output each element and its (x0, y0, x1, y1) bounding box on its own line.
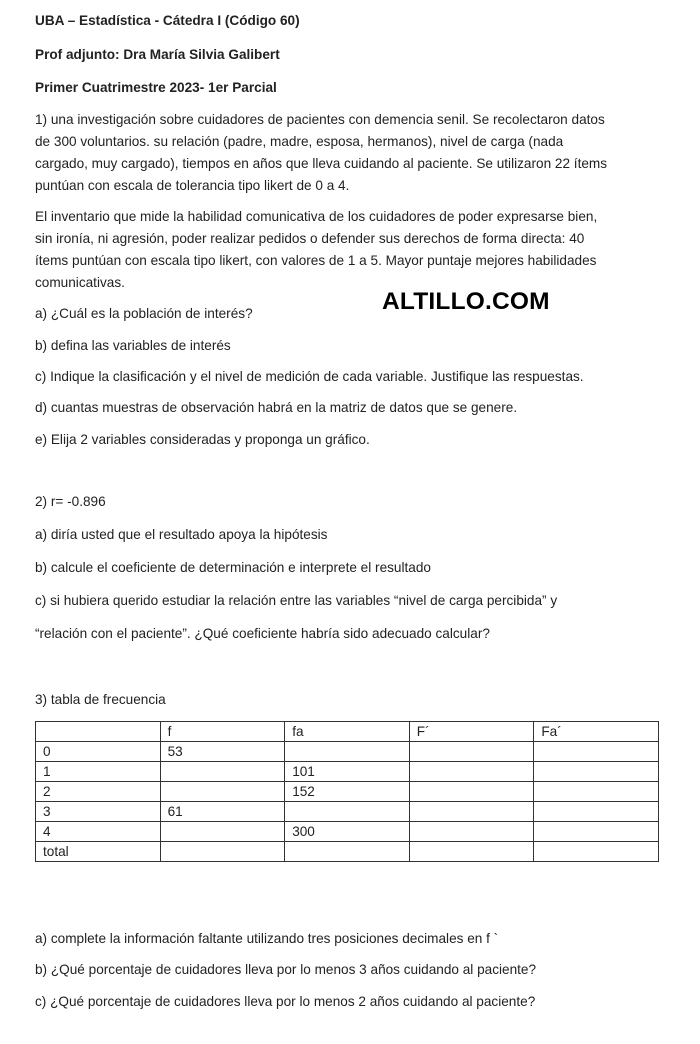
table-cell (534, 742, 659, 762)
q2-item-c-line2: “relación con el paciente”. ¿Qué coeficiente habría sido adecuado calcular? (35, 626, 490, 641)
q3-item-c: c) ¿Qué porcentaje de cuidadores lleva por lo menos 2 años cuidando al paciente? (35, 994, 536, 1009)
table-cell: 2 (36, 782, 161, 802)
table-cell: 101 (285, 762, 410, 782)
frequency-table (35, 721, 659, 862)
table-cell (409, 742, 534, 762)
table-cell (285, 842, 410, 862)
table-cell (409, 762, 534, 782)
header-professor: Prof adjunto: Dra María Silvia Galibert (35, 47, 280, 62)
table-cell (534, 842, 659, 862)
table-cell (160, 822, 285, 842)
q1-item-d: d) cuantas muestras de observación habrá en la matriz de datos que se genere. (35, 400, 518, 415)
q2-item-a: a) diría usted que el resultado apoya la hipótesis (35, 527, 328, 542)
watermark-logo: ALTILLO.COM (382, 288, 550, 315)
table-row (36, 742, 659, 762)
q1-item-b: b) defina las variables de interés (35, 338, 231, 353)
table-cell: 61 (160, 802, 285, 822)
table-row (36, 762, 659, 782)
table-cell: Fa´ (534, 722, 659, 742)
table-cell (160, 842, 285, 862)
table-cell (409, 842, 534, 862)
table-cell (160, 762, 285, 782)
table-cell (160, 782, 285, 802)
table-cell (534, 802, 659, 822)
table-cell: F´ (409, 722, 534, 742)
table-cell: 53 (160, 742, 285, 762)
header-term: Primer Cuatrimestre 2023- 1er Parcial (35, 80, 277, 95)
q1-intro-line: 1) una investigación sobre cuidadores de pacientes con demencia senil. Se recolectaron datos (35, 112, 605, 127)
q3-item-a: a) complete la información faltante utilizando tres posiciones decimales en f ` (35, 931, 499, 946)
q1-intro-line: puntúan con escala de tolerancia tipo likert de 0 a 4. (35, 178, 350, 193)
table-cell (285, 802, 410, 822)
q1-inventory-line: comunicativas. (35, 275, 125, 290)
q1-inventory-line: ítems puntúan con escala tipo likert, con valores de 1 a 5. Mayor puntaje mejores habilidades (35, 253, 597, 268)
table-cell: 3 (36, 802, 161, 822)
table-cell: 0 (36, 742, 161, 762)
table-cell (409, 822, 534, 842)
header-course: UBA – Estadística - Cátedra I (Código 60) (35, 13, 300, 28)
q1-intro-line: de 300 voluntarios. su relación (padre, madre, esposa, hermanos), nivel de carga (nada (35, 134, 564, 149)
table-cell: 4 (36, 822, 161, 842)
table-cell (534, 762, 659, 782)
table-row (36, 822, 659, 842)
q2-item-b: b) calcule el coeficiente de determinación e interprete el resultado (35, 560, 431, 575)
q3-title: 3) tabla de frecuencia (35, 692, 166, 707)
table-cell (534, 782, 659, 802)
table-cell: f (160, 722, 285, 742)
q1-item-a: a) ¿Cuál es la población de interés? (35, 306, 253, 321)
table-row (36, 842, 659, 862)
table-cell (409, 782, 534, 802)
q2-item-c-line1: c) si hubiera querido estudiar la relación entre las variables “nivel de carga percibida” y (35, 593, 558, 608)
q1-item-e: e) Elija 2 variables consideradas y proponga un gráfico. (35, 432, 370, 447)
q2-title: 2) r= -0.896 (35, 494, 106, 509)
table-cell (534, 822, 659, 842)
table-cell: 1 (36, 762, 161, 782)
q1-intro-line: cargado, muy cargado), tiempos en años que lleva cuidando al paciente. Se utilizaron 22 ítems (35, 156, 608, 171)
q3-item-b: b) ¿Qué porcentaje de cuidadores lleva por lo menos 3 años cuidando al paciente? (35, 962, 537, 977)
table-cell: fa (285, 722, 410, 742)
table-cell: 152 (285, 782, 410, 802)
q1-inventory-line: El inventario que mide la habilidad comunicativa de los cuidadores de poder expresarse bien, (35, 209, 598, 224)
q1-item-c: c) Indique la clasificación y el nivel de medición de cada variable. Justifique las respuestas. (35, 369, 584, 384)
table-row (36, 802, 659, 822)
table-cell: 300 (285, 822, 410, 842)
table-header-row (36, 722, 659, 742)
table-cell (36, 722, 161, 742)
table-row (36, 782, 659, 802)
table-cell: total (36, 842, 161, 862)
q1-inventory-line: sin ironía, ni agresión, poder realizar pedidos o defender sus derechos de forma directa: 40 (35, 231, 585, 246)
table-cell (285, 742, 410, 762)
table-cell (409, 802, 534, 822)
